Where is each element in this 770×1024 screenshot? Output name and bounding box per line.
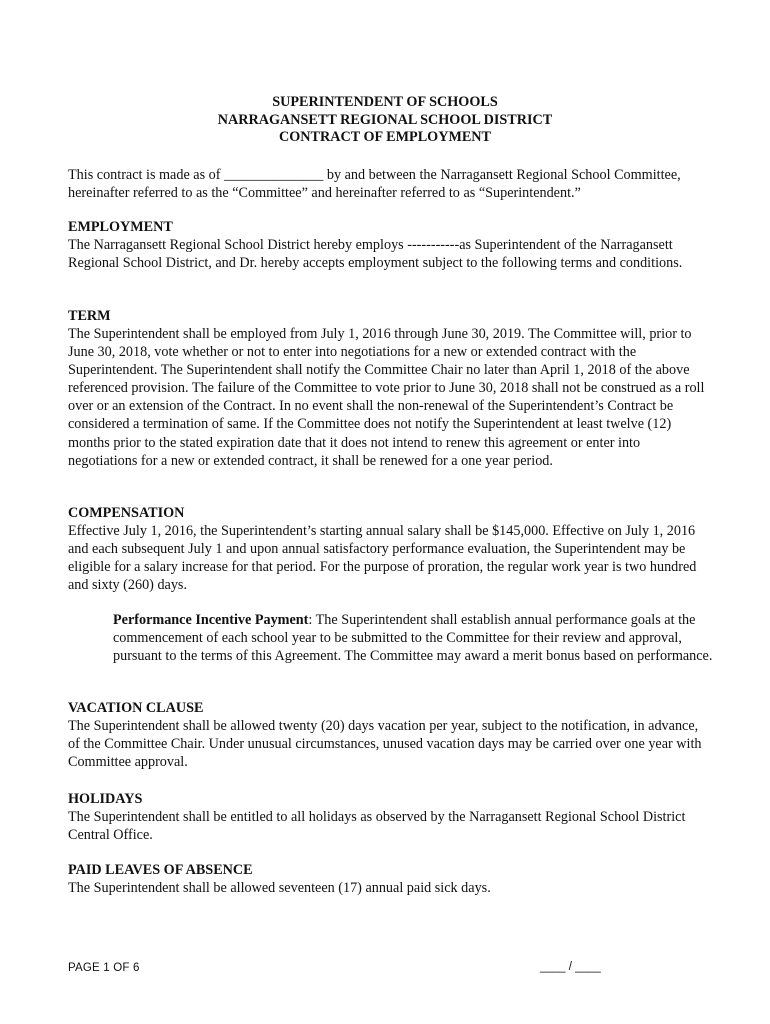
page-number: PAGE 1 OF 6 [68,962,140,974]
initials-line: ____ / ____ [540,961,601,973]
section-text-employment: The Narragansett Regional School District hereby employs -----------as Superintendent of the Narragansett Regional School District, and Dr. hereby accepts employment subject to the following terms and conditions. [68,237,683,272]
section-holidays [68,790,708,844]
header-title-line-2: NARRAGANSETT REGIONAL SCHOOL DISTRICT [217,111,553,128]
performance-incentive-paragraph [113,611,713,665]
performance-incentive-text: : The Superintendent shall establish annual performance goals at the commencement of each school year to be submitted to the Committee for their review and approval, pursuant to the terms of this Agreement. The Committee may award a merit bonus based on performance. [113,612,713,665]
section-heading-paid-leave: PAID LEAVES OF ABSENCE [68,862,253,878]
section-heading-employment: EMPLOYMENT [68,219,173,235]
section-heading-holidays: HOLIDAYS [68,791,143,807]
section-employment [68,218,708,272]
section-text-vacation: The Superintendent shall be allowed twenty (20) days vacation per year, subject to the notification, in advance, of the Committee Chair. Under unusual circumstances, unused vacation days may be carried over one year with Committee approval. [68,718,702,771]
section-heading-term: TERM [68,308,111,324]
section-vacation [68,699,708,771]
performance-incentive-lead: Performance Incentive Payment [113,612,309,628]
document-header [0,94,770,147]
section-text-holidays: The Superintendent shall be entitled to all holidays as observed by the Narragansett Regional School District Central Office. [68,809,686,844]
header-title-line-3: CONTRACT OF EMPLOYMENT [278,129,492,145]
header-title-line-1: SUPERINTENDENT OF SCHOOLS [272,94,498,110]
section-text-paid-leave: The Superintendent shall be allowed seventeen (17) annual paid sick days. [68,880,491,896]
section-compensation [68,504,708,594]
section-term [68,307,708,470]
intro-paragraph [68,166,708,202]
section-paid-leave [68,861,708,897]
section-heading-vacation: VACATION CLAUSE [68,700,204,716]
section-heading-compensation: COMPENSATION [68,505,185,521]
intro-text: This contract is made as of ______________ by and between the Narragansett Regional School Committee, hereinafter referred to as the “Committee” and hereinafter referred to as “Superintendent.” [68,167,681,202]
section-text-compensation: Effective July 1, 2016, the Superintendent’s starting annual salary shall be $145,000. Effective on July 1, 2016 and each subsequent July 1 and upon annual satisfactory performance evaluation, the Superintendent may be eligible for a salary increase for that period. For the purpose of proration, the regular work year is two hundred and sixty (260) days. [68,523,697,594]
section-text-term: The Superintendent shall be employed from July 1, 2016 through June 30, 2019. The Committee will, prior to June 30, 2018, vote whether or not to enter into negotiations for a new or extended contract with the Superintendent. The Superintendent shall notify the Committee Chair no later than April 1, 2018 of the above referenced provision. The failure of the Committee to vote prior to June 30, 2018 shall not be construed as a roll over or an extension of the Contract. In no event shall the non-renewal of the Superintendent’s Contract be considered a termination of same. If the Committee does not notify the Superintendent at least twelve (12) months prior to the stated expiration date that it does not intend to renew this agreement or enter into negotiations for a new or extended contract, it shall be renewed for a one year period. [68,326,705,469]
